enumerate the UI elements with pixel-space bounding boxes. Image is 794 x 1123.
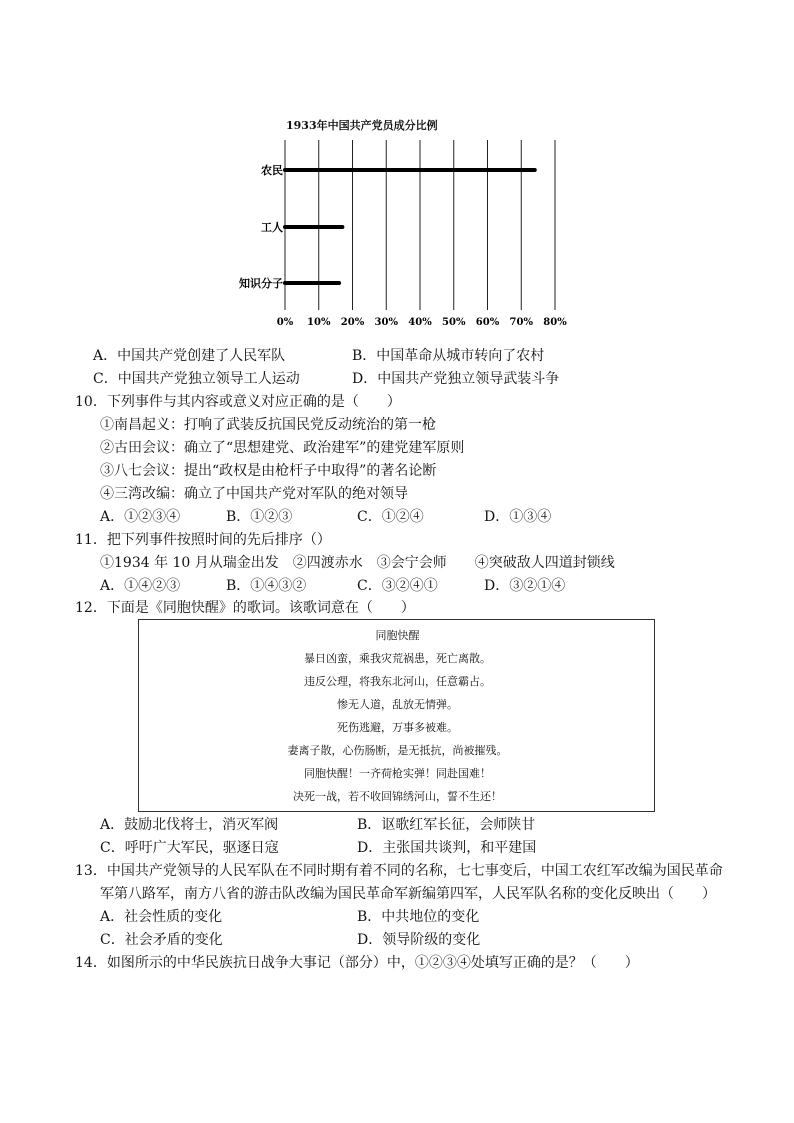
q10-stem: 10．下列事件与其内容或意义对应正确的是（ ） [75,394,401,410]
x-tick-label: 60% [475,317,500,328]
poem-line: 同胞快醒！一齐荷枪实弹！同赴国难！ [304,767,491,780]
poem-line: 违反公理，将我东北河山，任意霸占。 [304,675,491,688]
q10-option-d: D．①③④ [484,509,552,525]
q11-option-d: D．③②①④ [484,578,566,594]
bar-chart [225,135,585,335]
q11-option-b: B．①④③② [226,578,307,594]
q10-item-3: ③八七会议：提出“政权是由枪杆子中取得”的著名论断 [100,463,437,479]
category-label: 工人 [261,221,283,234]
q13-option-d: D．领导阶级的变化 [357,932,481,948]
q9-option-c: C．中国共产党独立领导工人运动 [93,371,300,387]
poem-title: 同胞快醒 [375,629,420,642]
category-label: 知识分子 [239,277,283,290]
lyrics-box [138,619,655,812]
chart-title: 1933年中国共产党员成分比例 [286,119,438,132]
q13-option-c: C．社会矛盾的变化 [100,932,223,948]
q12-option-b: B．讴歌红军长征，会师陕甘 [357,817,536,833]
poem-line: 死伤逃避，万事多被难。 [337,721,458,734]
q11-items: ①1934 年 10 月从瑞金出发 ②四渡赤水 ③会宁会师 ④突破敌人四道封锁线 [100,555,615,571]
q10-item-4: ④三湾改编：确立了中国共产党对军队的绝对领导 [100,486,408,502]
q10-item-1: ①南昌起义：打响了武装反抗国民党反动统治的第一枪 [100,417,436,433]
q14-stem: 14．如图所示的中华民族抗日战争大事记（部分）中，①②③④处填写正确的是？（ ） [75,955,639,971]
q12-option-c: C．呼吁广大军民，驱逐日寇 [100,840,279,856]
q9-option-d: D．中国共产党独立领导武装斗争 [352,371,560,387]
x-tick-label: 80% [543,317,567,328]
q12-option-d: D．主张国共谈判，和平建国 [357,840,537,856]
poem-line: 暴日凶蛮，乘我灾荒祸患，死亡离散。 [304,652,491,665]
q13-option-a: A．社会性质的变化 [100,909,223,925]
x-tick-label: 70% [509,317,533,328]
x-tick-label: 40% [408,317,432,328]
poem-line: 决死一战，若不收回锦绣河山，誓不生还！ [293,790,502,803]
poem-line: 妻离子散，心伤肠断，是无抵抗，尚被摧残。 [287,744,508,757]
q9-option-a: A．中国共产党创建了人民军队 [93,348,286,364]
x-tick-label: 10% [307,317,331,328]
q11-option-c: C．③②④① [357,578,438,594]
q10-item-2: ②古田会议：确立了“思想建党、政治建军”的建党建军原则 [100,440,465,456]
x-tick-label: 0% [276,317,294,328]
category-label: 农民 [261,164,283,177]
x-tick-label: 50% [442,317,466,328]
poem-line: 惨无人道，乱放无情弹。 [337,698,458,711]
q10-option-c: C．①②④ [357,509,424,525]
q9-option-b: B．中国革命从城市转向了农村 [352,348,545,364]
x-tick-label: 20% [340,317,365,328]
q12-option-a: A．鼓励北伐将士，消灭军阀 [100,817,279,833]
q13-stem-line2: 军第八路军，南方八省的游击队改编为国民革命军新编第四军，人民军队名称的变化反映出（ ） [100,886,716,902]
q10-option-b: B．①②③ [226,509,293,525]
q11-stem: 11．把下列事件按照时间的先后排序（） [75,532,331,548]
q12-stem: 12．下面是《同胞快醒》的歌词。该歌词意在（ ） [75,600,415,616]
x-tick-label: 30% [374,317,398,328]
q10-option-a: A．①②③④ [100,509,181,525]
q13-stem-line1: 13．中国共产党领导的人民军队在不同时期有着不同的名称，七七事变后，中国工农红军改编为国民革命 [75,863,723,879]
q11-option-a: A．①④②③ [100,578,181,594]
q13-option-b: B．中共地位的变化 [357,909,480,925]
